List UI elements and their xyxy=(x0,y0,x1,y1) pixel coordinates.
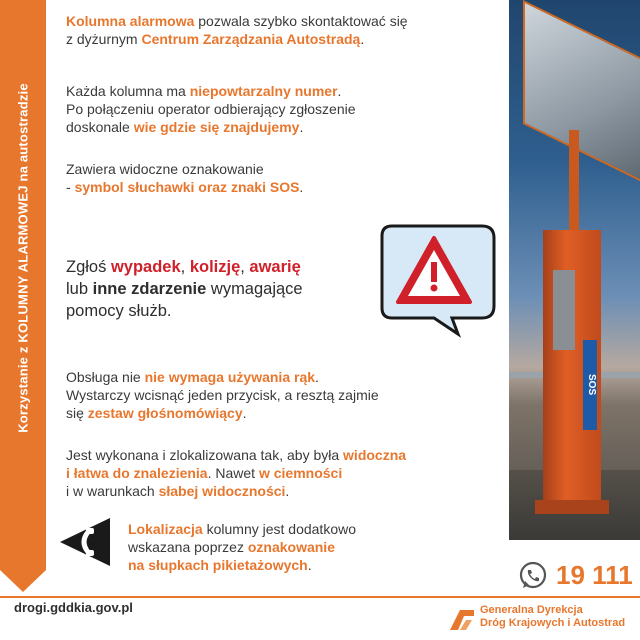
alarm-column-post xyxy=(543,230,601,500)
organization-name: Generalna Dyrekcja Dróg Krajowych i Autostrad xyxy=(480,604,626,629)
paragraph-hands-free: Obsługa nie nie wymaga używania rąk. Wystarczy wcisnąć jeden przycisk, a resztą zajmie się zestaw głośnomówiący. xyxy=(66,369,379,421)
paragraph-unique-number: Każda kolumna ma niepowtarzalny numer. Po połączeniu operator odbierający zgłoszenie doskonale wie gdzie się znajdujemy. xyxy=(66,83,356,135)
alarm-column-photo xyxy=(509,0,640,540)
side-banner-text: Korzystanie z KOLUMNY ALARMOWEJ na autostradzie xyxy=(15,83,31,433)
footer-url[interactable]: drogi.gddkia.gov.pl xyxy=(14,600,133,615)
paragraph-report: Zgłoś wypadek, kolizję, awarię lub inne zdarzenie wymagające pomocy służb. xyxy=(66,258,303,320)
footer-divider xyxy=(0,596,640,598)
side-banner-arrow xyxy=(0,570,46,592)
emergency-number xyxy=(518,560,633,591)
paragraph-alarm-column: Kolumna alarmowa pozwala szybko skontaktować się z dyżurnym Centrum Zarządzania Autostradą. xyxy=(66,13,408,47)
gddkia-logo-icon xyxy=(446,604,476,634)
sos-label: SOS xyxy=(583,340,597,430)
solar-panel xyxy=(523,0,640,182)
paragraph-visibility: Jest wykonana i zlokalizowana tak, aby była widoczna i łatwa do znalezienia. Nawet w ciemności i w warunkach słabej widoczności. xyxy=(66,447,407,499)
side-banner xyxy=(0,0,46,570)
column-pole xyxy=(569,130,579,240)
paragraph-markings: Zawiera widoczne oznakowanie - symbol słuchawki oraz znaki SOS. xyxy=(66,161,304,195)
intercom-panel xyxy=(553,270,575,350)
warning-bubble-icon xyxy=(370,222,498,338)
paragraph-location: Lokalizacja kolumny jest dodatkowo wskazana poprzez oznakowanie na słupkach pikietażowych. xyxy=(128,521,357,573)
handset-arrow-icon xyxy=(58,516,112,568)
whatsapp-phone-icon xyxy=(518,561,548,591)
column-base xyxy=(535,500,609,514)
emergency-number-text: 19 111 xyxy=(556,560,633,590)
